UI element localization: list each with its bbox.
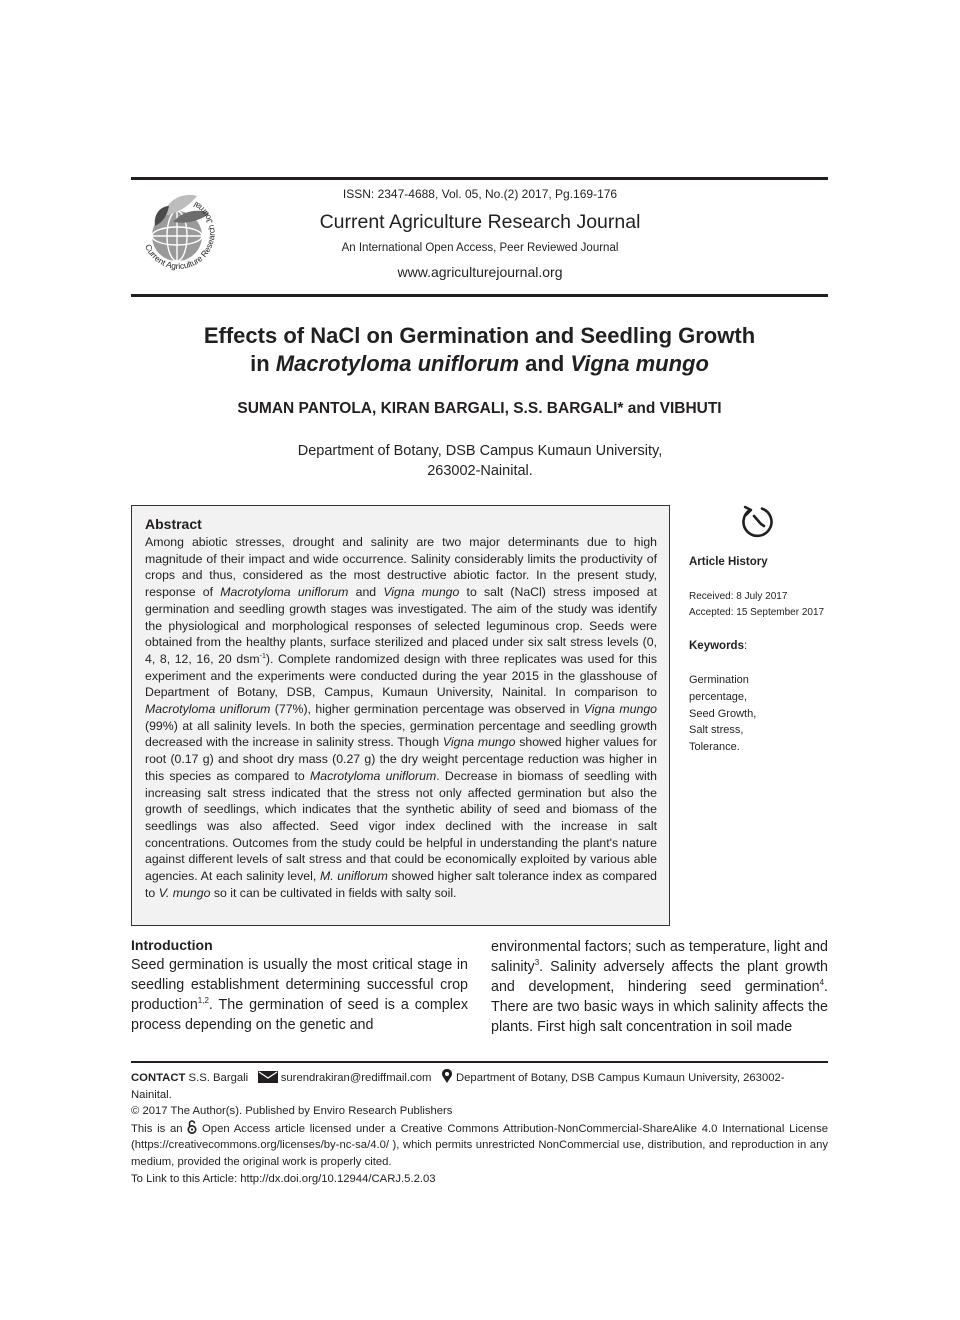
doi-line[interactable]: To Link to this Article: http://dx.doi.org/10.12944/CARJ.5.2.03: [131, 1172, 436, 1185]
keyword: Tolerance.: [689, 741, 740, 754]
journal-subtitle: An International Open Access, Peer Reviewed Journal: [341, 242, 619, 254]
title-line-2: [131, 350, 828, 378]
keyword: Salt stress,: [689, 724, 744, 737]
title-line-1: Effects of NaCl on Germination and Seedling Growth: [203, 323, 756, 348]
journal-logo: [133, 186, 227, 280]
abstract-heading: Abstract: [145, 516, 202, 532]
license-text: This is an Open Access article licensed under a Creative Commons Attribution-NonCommercial-ShareAlike 4.0 International License (https://creativecommons.org/licenses/by-nc-sa/4.0/ ), which permits unrestricted NonCommercial use, distribution, and reproduction in any medium, provided the original work is properly cited.: [131, 1120, 828, 1171]
authors: SUMAN PANTOLA, KIRAN BARGALI, S.S. BARGALI* and VIBHUTI: [237, 400, 722, 417]
copyright-line: © 2017 The Author(s). Published by Enviro Research Publishers: [131, 1105, 453, 1118]
article-title: [131, 322, 828, 378]
abstract-text: Among abiotic stresses, drought and salinity are two major determinants due to high magnitude of their impact and wide occurrence. Salinity considerably limits the productivity of crops and thus, considered as the most destructive abiotic factor. In the present study, response of Macrotyloma uniflorum and Vigna mungo to salt (NaCl) stress imposed at germination and seedling growth stages was investigated. The aim of the study was identify the physiological and morphological responses of selected leguminous crop. Seeds were obtained from the healthy plants, surface sterilized and placed under six salt stress levels (0, 4, 8, 12, 16, 20 dsm$^{-1}$). Complete randomized design with three replicates was used for this experiment and the experiments were conducted during the year 2015 in the glasshouse of Department of Botany, DSB, Campus, Kumaun University, Nainital. In comparison to Macrotyloma uniflorum (77%), higher germination percentage was observed in Vigna mungo (99%) at all salinity levels. In both the species, germination percentage and seedling growth decreased with the increase in salinity stress. Though Vigna mungo showed higher values for root (0.17 g) and shoot dry mass (0.27 g) the dry weight percentage reduction was higher in this species as compared to Macrotyloma uniflorum. Decrease in biomass of seedling with increasing salt stress indicated that the stress not only affected germination but also the growth of seedlings, which indicates that the synthetic ability of seed and biomass of the seedlings was also affected. Seed vigor index declined with the increase in salt concentrations. Outcomes from the study could be helpful in understanding the plant's nature against different levels of salt stress and that could be economically exploited by various able agencies. At each salinity level, M. uniflorum showed higher salt tolerance index as compared to V. mungo so it can be cultivated in fields with salty soil.: [145, 535, 657, 900]
title-species-2: Vigna mungo: [570, 351, 709, 376]
abstract-box: [131, 505, 670, 926]
title-and: and: [519, 351, 571, 376]
affiliation-line-2: 263002-Nainital.: [427, 463, 533, 479]
footer-rule: [131, 1061, 828, 1063]
affiliation-line-1: Department of Botany, DSB Campus Kumaun University,: [297, 443, 663, 459]
keyword: percentage,: [689, 690, 748, 703]
accepted-date: Accepted: 15 September 2017: [689, 607, 825, 618]
title-species-1: Macrotyloma uniflorum: [275, 351, 520, 376]
footer: [131, 1069, 828, 1187]
received-date: Received: 8 July 2017: [689, 591, 788, 602]
header-top-rule: [131, 177, 828, 180]
contact-address-cont: Nainital.: [131, 1088, 172, 1101]
introduction-heading: Introduction: [131, 937, 213, 953]
logo-text: Current Agriculture Research Journal: [143, 199, 217, 271]
location-pin-icon: [441, 1069, 453, 1083]
introduction-column-2: environmental factors; such as temperature, light and salinity$^3$. Salinity adversely affects the plant growth and development, hindering seed germination$^4$. There are two basic ways in which salinity affects the plants. First high salt concentration in soil made: [491, 939, 828, 1035]
introduction-column-1: Seed germination is usually the most critical stage in seedling establishment determining successful crop production$^{1,2}$. The germination of seed is a complex process depending on the genetic and: [131, 957, 468, 1033]
open-access-lock-icon: [187, 1120, 197, 1134]
journal-title: Current Agriculture Research Journal: [319, 211, 641, 233]
contact-email[interactable]: surendrakiran@rediffmail.com: [280, 1072, 432, 1084]
email-icon: [258, 1071, 278, 1083]
affiliation: [200, 441, 760, 481]
contact-line: [131, 1069, 828, 1087]
keyword: Germination: [689, 674, 749, 686]
contact-label: CONTACT: [131, 1072, 186, 1084]
contact-address: Department of Botany, DSB Campus Kumaun University, 263002-: [455, 1072, 785, 1084]
keywords-heading: Keywords:: [689, 640, 748, 652]
title-in: in: [250, 351, 276, 376]
keyword: Seed Growth,: [689, 707, 757, 720]
contact-name: S.S. Bargali: [188, 1072, 249, 1084]
history-icon: [740, 504, 776, 540]
journal-url[interactable]: www.agriculturejournal.org: [397, 264, 563, 280]
issn-line: ISSN: 2347-4688, Vol. 05, No.(2) 2017, Pg.169-176: [342, 187, 618, 201]
keywords-list: [689, 672, 756, 756]
article-history-heading: Article History: [689, 556, 768, 568]
header-bottom-rule: [131, 294, 828, 297]
